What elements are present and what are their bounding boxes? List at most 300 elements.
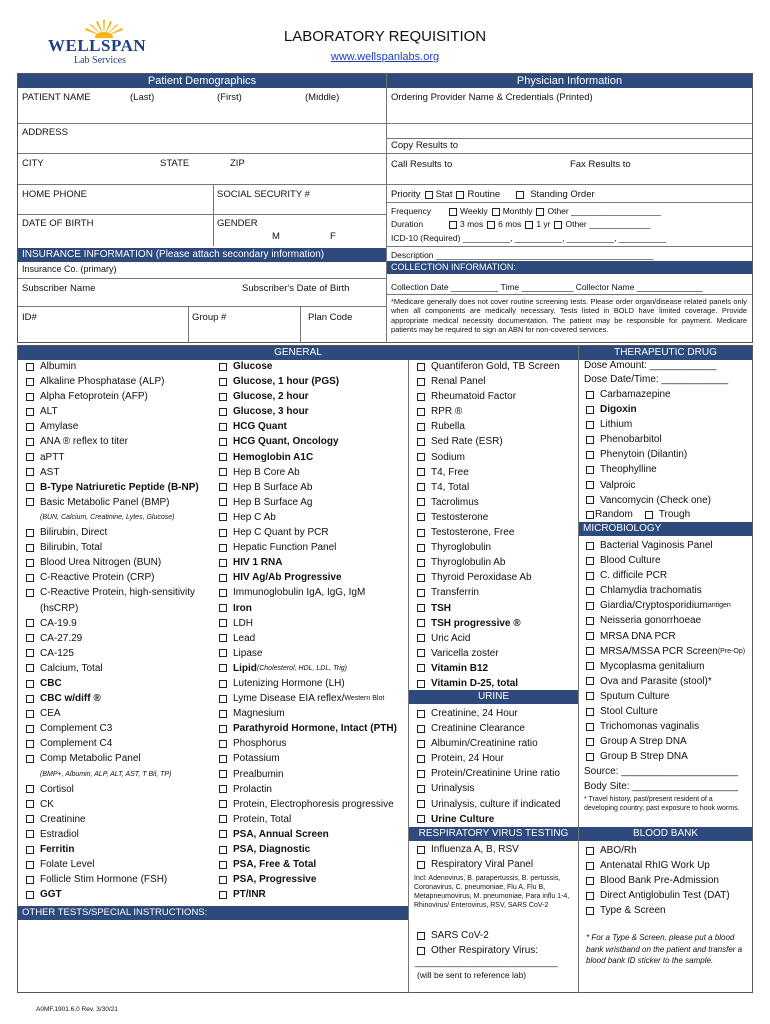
test-checkbox[interactable] bbox=[219, 574, 227, 582]
test-checkbox[interactable] bbox=[586, 542, 594, 550]
test-item-alpha-fetoprotein-afp[interactable] bbox=[26, 389, 199, 404]
test-item-sputum-culture[interactable] bbox=[586, 689, 745, 704]
test-item-lutenizing-hormone-lh[interactable] bbox=[219, 676, 397, 691]
test-item-blood-bank-pre-admission[interactable] bbox=[586, 873, 730, 888]
test-checkbox[interactable] bbox=[417, 438, 425, 446]
test-checkbox[interactable] bbox=[26, 876, 34, 884]
test-item-cbc[interactable] bbox=[26, 676, 199, 691]
test-checkbox[interactable] bbox=[219, 785, 227, 793]
test-checkbox[interactable] bbox=[219, 378, 227, 386]
test-item-creatinine-24-hour[interactable] bbox=[417, 706, 561, 721]
test-checkbox[interactable] bbox=[586, 391, 594, 399]
test-checkbox[interactable] bbox=[586, 738, 594, 746]
test-checkbox[interactable] bbox=[26, 453, 34, 461]
test-item-hep-b-core-ab[interactable] bbox=[219, 465, 397, 480]
test-checkbox[interactable] bbox=[417, 483, 425, 491]
test-item-theophylline[interactable] bbox=[586, 462, 711, 477]
test-checkbox[interactable] bbox=[219, 710, 227, 718]
test-item-varicella-zoster[interactable] bbox=[417, 646, 560, 661]
test-checkbox[interactable] bbox=[219, 634, 227, 642]
test-item-giardia-cryptosporidium[interactable] bbox=[586, 598, 745, 613]
test-item-ca-27-29[interactable] bbox=[26, 631, 199, 646]
duration-3mos-checkbox[interactable] bbox=[449, 221, 457, 229]
test-label: Vancomycin (Check one) bbox=[600, 494, 711, 506]
test-checkbox[interactable] bbox=[417, 680, 425, 688]
gender-m-option[interactable]: M bbox=[272, 231, 280, 242]
test-item-complement-c4[interactable] bbox=[26, 736, 199, 751]
test-label: Lipase bbox=[233, 647, 263, 659]
test-item-pt-inr[interactable] bbox=[219, 887, 397, 902]
test-item-vitamin-d-25-total[interactable] bbox=[417, 676, 560, 691]
test-item-sars-cov-2[interactable] bbox=[417, 928, 538, 943]
test-label: CBC bbox=[40, 677, 62, 689]
test-checkbox[interactable] bbox=[586, 907, 594, 915]
test-checkbox[interactable] bbox=[219, 800, 227, 808]
test-item-transferrin[interactable] bbox=[417, 585, 560, 600]
test-checkbox[interactable] bbox=[417, 755, 425, 763]
test-checkbox[interactable] bbox=[417, 932, 425, 940]
test-checkbox[interactable] bbox=[219, 483, 227, 491]
test-item-bacterial-vaginosis-panel[interactable] bbox=[586, 538, 745, 553]
test-checkbox[interactable] bbox=[26, 891, 34, 899]
test-item-mrsa-mssa-pcr-screen[interactable] bbox=[586, 644, 745, 659]
test-checkbox[interactable] bbox=[26, 830, 34, 838]
test-checkbox[interactable] bbox=[219, 649, 227, 657]
test-checkbox[interactable] bbox=[219, 725, 227, 733]
test-item-carbamazepine[interactable] bbox=[586, 387, 711, 402]
test-checkbox[interactable] bbox=[219, 498, 227, 506]
test-item-folate-level[interactable] bbox=[26, 857, 199, 872]
test-item-urinalysis-culture-if-indicated[interactable] bbox=[417, 797, 561, 812]
test-checkbox[interactable] bbox=[586, 632, 594, 640]
test-checkbox[interactable] bbox=[26, 589, 34, 597]
test-checkbox[interactable] bbox=[219, 453, 227, 461]
duration-other-checkbox[interactable] bbox=[554, 221, 562, 229]
test-checkbox[interactable] bbox=[219, 423, 227, 431]
test-checkbox[interactable] bbox=[417, 544, 425, 552]
test-checkbox[interactable] bbox=[417, 740, 425, 748]
test-item-lithium[interactable] bbox=[586, 417, 711, 432]
test-item-rheumatoid-factor[interactable] bbox=[417, 389, 560, 404]
test-item-albumin-creatinine-ratio[interactable] bbox=[417, 736, 561, 751]
test-checkbox[interactable] bbox=[26, 664, 34, 672]
test-checkbox[interactable] bbox=[586, 862, 594, 870]
test-checkbox[interactable] bbox=[586, 892, 594, 900]
test-item-ck[interactable] bbox=[26, 797, 199, 812]
test-item-chlamydia-trachomatis[interactable] bbox=[586, 583, 745, 598]
test-checkbox[interactable] bbox=[586, 677, 594, 685]
test-checkbox[interactable] bbox=[26, 423, 34, 431]
test-checkbox[interactable] bbox=[417, 529, 425, 537]
test-label: Blood Culture bbox=[600, 555, 661, 567]
test-item-urinalysis[interactable] bbox=[417, 781, 561, 796]
test-checkbox[interactable] bbox=[586, 587, 594, 595]
test-checkbox[interactable] bbox=[417, 947, 425, 955]
test-checkbox[interactable] bbox=[219, 468, 227, 476]
source-field[interactable]: Source: _____________________ bbox=[584, 766, 739, 777]
test-checkbox[interactable] bbox=[417, 574, 425, 582]
test-item-lipase[interactable] bbox=[219, 646, 397, 661]
test-checkbox[interactable] bbox=[219, 589, 227, 597]
test-item-renal-panel[interactable] bbox=[417, 374, 560, 389]
monthly-checkbox[interactable] bbox=[492, 208, 500, 216]
test-item-thyroglobulin-ab[interactable] bbox=[417, 555, 560, 570]
test-checkbox[interactable] bbox=[26, 710, 34, 718]
test-checkbox[interactable] bbox=[219, 876, 227, 884]
test-label: Sed Rate (ESR) bbox=[431, 436, 503, 448]
test-checkbox[interactable] bbox=[219, 846, 227, 854]
test-item-iron[interactable] bbox=[219, 601, 397, 616]
test-item-t4-total[interactable] bbox=[417, 480, 560, 495]
test-item-cea[interactable] bbox=[26, 706, 199, 721]
test-checkbox[interactable] bbox=[219, 891, 227, 899]
test-item-c-reactive-protein-crp[interactable] bbox=[26, 570, 199, 585]
test-checkbox[interactable] bbox=[219, 408, 227, 416]
test-label: Parathyroid Hormone, Intact (PTH) bbox=[233, 723, 397, 735]
test-checkbox[interactable] bbox=[219, 513, 227, 521]
test-item-phenobarbitol[interactable] bbox=[586, 432, 711, 447]
test-item-bilirubin-direct[interactable] bbox=[26, 525, 199, 540]
test-checkbox[interactable] bbox=[417, 725, 425, 733]
test-item-psa-annual-screen[interactable] bbox=[219, 827, 397, 842]
test-checkbox[interactable] bbox=[219, 544, 227, 552]
test-item-protein-24-hour[interactable] bbox=[417, 751, 561, 766]
test-item-hiv-1-rna[interactable] bbox=[219, 555, 397, 570]
test-item-lead[interactable] bbox=[219, 631, 397, 646]
test-checkbox[interactable] bbox=[219, 363, 227, 371]
test-item-follicle-stim-hormone-fsh[interactable] bbox=[26, 872, 199, 887]
test-checkbox[interactable] bbox=[417, 861, 425, 869]
test-item-glucose-1-hour-pgs[interactable] bbox=[219, 374, 397, 389]
test-checkbox[interactable] bbox=[26, 393, 34, 401]
test-label-suffix: (Pre-Op) bbox=[717, 647, 746, 655]
test-item-ana-reflex-to-titer[interactable] bbox=[26, 434, 199, 449]
test-item-hep-c-quant-by-pcr[interactable] bbox=[219, 525, 397, 540]
test-checkbox[interactable] bbox=[417, 785, 425, 793]
test-checkbox[interactable] bbox=[417, 770, 425, 778]
test-checkbox[interactable] bbox=[586, 617, 594, 625]
test-checkbox[interactable] bbox=[219, 740, 227, 748]
subscriber-dob-label: Subscriber's Date of Birth bbox=[242, 283, 350, 294]
test-checkbox[interactable] bbox=[26, 649, 34, 657]
test-item-quantiferon-gold-tb-screen[interactable] bbox=[417, 359, 560, 374]
test-checkbox[interactable] bbox=[586, 692, 594, 700]
test-checkbox[interactable] bbox=[586, 877, 594, 885]
test-checkbox[interactable] bbox=[26, 483, 34, 491]
test-checkbox[interactable] bbox=[417, 498, 425, 506]
test-checkbox[interactable] bbox=[417, 604, 425, 612]
test-item-hep-b-surface-ag[interactable] bbox=[219, 495, 397, 510]
test-item-group-b-strep-dna[interactable] bbox=[586, 749, 745, 764]
test-checkbox[interactable] bbox=[417, 363, 425, 371]
test-checkbox[interactable] bbox=[417, 649, 425, 657]
test-checkbox[interactable] bbox=[26, 363, 34, 371]
trough-checkbox[interactable] bbox=[645, 511, 653, 519]
test-item-magnesium[interactable] bbox=[219, 706, 397, 721]
test-item-mrsa-dna-pcr[interactable] bbox=[586, 629, 745, 644]
test-item-testosterone[interactable] bbox=[417, 510, 560, 525]
test-checkbox[interactable] bbox=[219, 664, 227, 672]
test-checkbox[interactable] bbox=[26, 634, 34, 642]
test-item-ferritin[interactable] bbox=[26, 842, 199, 857]
test-checkbox[interactable] bbox=[417, 408, 425, 416]
test-label: Alkaline Phosphatase (ALP) bbox=[40, 376, 165, 388]
test-checkbox[interactable] bbox=[26, 740, 34, 748]
test-item-protein-total[interactable] bbox=[219, 812, 397, 827]
test-checkbox[interactable] bbox=[586, 723, 594, 731]
test-item-comp-metabolic-panel[interactable] bbox=[26, 751, 199, 766]
test-item-prolactin[interactable] bbox=[219, 782, 397, 797]
test-item-hiv-ag-ab-progressive[interactable] bbox=[219, 570, 397, 585]
test-item-complement-c3[interactable] bbox=[26, 721, 199, 736]
test-item-glucose-3-hour[interactable] bbox=[219, 404, 397, 419]
test-item-cortisol[interactable] bbox=[26, 782, 199, 797]
test-item-prealbumin[interactable] bbox=[219, 767, 397, 782]
test-checkbox[interactable] bbox=[26, 695, 34, 703]
test-item-phenytoin-dilantin[interactable] bbox=[586, 447, 711, 462]
test-item-influenza-a-b-rsv[interactable] bbox=[417, 842, 533, 857]
random-checkbox[interactable] bbox=[586, 511, 594, 519]
test-item-blood-urea-nitrogen-bun[interactable] bbox=[26, 555, 199, 570]
test-checkbox[interactable] bbox=[417, 453, 425, 461]
test-item-sed-rate-esr[interactable] bbox=[417, 434, 560, 449]
test-item-ggt[interactable] bbox=[26, 887, 199, 902]
test-checkbox[interactable] bbox=[586, 496, 594, 504]
test-checkbox[interactable] bbox=[586, 753, 594, 761]
test-item-group-a-strep-dna[interactable] bbox=[586, 734, 745, 749]
test-item-thyroid-peroxidase-ab[interactable] bbox=[417, 570, 560, 585]
test-checkbox[interactable] bbox=[586, 847, 594, 855]
test-label: Amylase bbox=[40, 421, 79, 433]
duration-1yr-checkbox[interactable] bbox=[525, 221, 533, 229]
test-checkbox[interactable] bbox=[26, 846, 34, 854]
test-item-direct-antiglobulin-test-dat[interactable] bbox=[586, 888, 730, 903]
test-item-potassium[interactable] bbox=[219, 751, 397, 766]
test-checkbox[interactable] bbox=[26, 755, 34, 763]
test-item-amylase[interactable] bbox=[26, 419, 199, 434]
test-checkbox[interactable] bbox=[26, 680, 34, 688]
test-item-alkaline-phosphatase-alp[interactable] bbox=[26, 374, 199, 389]
test-item-phosphorus[interactable] bbox=[219, 736, 397, 751]
test-checkbox[interactable] bbox=[26, 468, 34, 476]
test-item-aptt[interactable] bbox=[26, 450, 199, 465]
test-item-ldh[interactable] bbox=[219, 616, 397, 631]
standing-order-checkbox[interactable] bbox=[516, 191, 524, 199]
test-item-psa-progressive[interactable] bbox=[219, 872, 397, 887]
test-checkbox[interactable] bbox=[26, 785, 34, 793]
test-checkbox[interactable] bbox=[26, 725, 34, 733]
test-item-lyme-disease-eia-reflex[interactable] bbox=[219, 691, 397, 706]
test-checkbox[interactable] bbox=[417, 710, 425, 718]
test-item-mycoplasma-genitalium[interactable] bbox=[586, 659, 745, 674]
test-checkbox[interactable] bbox=[586, 572, 594, 580]
test-checkbox[interactable] bbox=[26, 800, 34, 808]
test-checkbox[interactable] bbox=[219, 770, 227, 778]
test-checkbox[interactable] bbox=[219, 830, 227, 838]
test-label: aPTT bbox=[40, 451, 65, 463]
test-item-tacrolimus[interactable] bbox=[417, 495, 560, 510]
test-item-creatinine-clearance[interactable] bbox=[417, 721, 561, 736]
test-checkbox[interactable] bbox=[586, 557, 594, 565]
test-item-protein-electrophoresis-progressive[interactable] bbox=[219, 797, 397, 812]
test-checkbox[interactable] bbox=[26, 544, 34, 552]
test-item-rpr[interactable] bbox=[417, 404, 560, 419]
test-item-t4-free[interactable] bbox=[417, 465, 560, 480]
weekly-checkbox[interactable] bbox=[449, 208, 457, 216]
duration-6mos-checkbox[interactable] bbox=[487, 221, 495, 229]
test-item-hcg-quant-oncology[interactable] bbox=[219, 434, 397, 449]
test-item-lipid[interactable] bbox=[219, 661, 397, 676]
test-checkbox[interactable] bbox=[219, 529, 227, 537]
test-checkbox[interactable] bbox=[417, 800, 425, 808]
test-checkbox[interactable] bbox=[219, 559, 227, 567]
other-tests-area[interactable] bbox=[18, 920, 408, 992]
gender-f-option[interactable]: F bbox=[330, 231, 336, 242]
test-item-basic-metabolic-panel-bmp[interactable] bbox=[26, 495, 199, 510]
test-checkbox[interactable] bbox=[26, 815, 34, 823]
test-item-creatinine[interactable] bbox=[26, 812, 199, 827]
test-checkbox[interactable] bbox=[417, 378, 425, 386]
test-item-ca-125[interactable] bbox=[26, 646, 199, 661]
test-checkbox[interactable] bbox=[586, 421, 594, 429]
test-checkbox[interactable] bbox=[417, 468, 425, 476]
test-checkbox[interactable] bbox=[586, 662, 594, 670]
test-item-rubella[interactable] bbox=[417, 419, 560, 434]
test-item-trichomonas-vaginalis[interactable] bbox=[586, 719, 745, 734]
test-checkbox[interactable] bbox=[219, 604, 227, 612]
test-checkbox[interactable] bbox=[219, 393, 227, 401]
test-item-psa-diagnostic[interactable] bbox=[219, 842, 397, 857]
test-checkbox[interactable] bbox=[26, 378, 34, 386]
test-label: Bacterial Vaginosis Panel bbox=[600, 540, 713, 551]
test-item-alt[interactable] bbox=[26, 404, 199, 419]
test-label: T4, Free bbox=[431, 466, 469, 478]
test-checkbox[interactable] bbox=[219, 815, 227, 823]
test-item-uric-acid[interactable] bbox=[417, 631, 560, 646]
test-item-respiratory-viral-panel[interactable] bbox=[417, 857, 533, 872]
test-item-hcg-quant[interactable] bbox=[219, 419, 397, 434]
test-checkbox[interactable] bbox=[586, 647, 594, 655]
test-checkbox[interactable] bbox=[26, 861, 34, 869]
test-item-digoxin[interactable] bbox=[586, 402, 711, 417]
test-item-estradiol[interactable] bbox=[26, 827, 199, 842]
test-item-tsh-progressive[interactable] bbox=[417, 616, 560, 631]
test-checkbox[interactable] bbox=[586, 466, 594, 474]
test-checkbox[interactable] bbox=[417, 393, 425, 401]
test-checkbox[interactable] bbox=[219, 680, 227, 688]
test-checkbox[interactable] bbox=[26, 574, 34, 582]
logo-name: WELLSPAN bbox=[48, 36, 147, 55]
test-item-valproic[interactable] bbox=[586, 478, 711, 493]
test-item-abo-rh[interactable] bbox=[586, 843, 730, 858]
test-label: Complement C3 bbox=[40, 723, 113, 735]
test-item-protein-creatinine-urine-ratio[interactable] bbox=[417, 766, 561, 781]
test-item-hep-c-ab[interactable] bbox=[219, 510, 397, 525]
test-checkbox[interactable] bbox=[219, 438, 227, 446]
lab-url-link[interactable]: www.wellspanlabs.org bbox=[330, 51, 440, 63]
test-item-hep-b-surface-ab[interactable] bbox=[219, 480, 397, 495]
test-checkbox[interactable] bbox=[417, 619, 425, 627]
test-checkbox[interactable] bbox=[26, 498, 34, 506]
body-site-field[interactable]: Body Site: ___________________ bbox=[584, 781, 739, 792]
test-item-c-reactive-protein-high-sensitivity[interactable] bbox=[26, 585, 199, 600]
test-checkbox[interactable] bbox=[417, 559, 425, 567]
test-checkbox[interactable] bbox=[417, 815, 425, 823]
test-checkbox[interactable] bbox=[417, 846, 425, 854]
test-checkbox[interactable] bbox=[219, 695, 227, 703]
test-checkbox[interactable] bbox=[219, 755, 227, 763]
test-checkbox[interactable] bbox=[26, 619, 34, 627]
test-item-bilirubin-total[interactable] bbox=[26, 540, 199, 555]
test-checkbox[interactable] bbox=[26, 438, 34, 446]
test-item-b-type-natriuretic-peptide-b-np[interactable] bbox=[26, 480, 199, 495]
test-checkbox[interactable] bbox=[26, 529, 34, 537]
test-item-calcium-total[interactable] bbox=[26, 661, 199, 676]
test-checkbox[interactable] bbox=[586, 436, 594, 444]
stat-checkbox[interactable] bbox=[425, 191, 433, 199]
test-item-urine-culture[interactable] bbox=[417, 812, 561, 827]
test-checkbox[interactable] bbox=[219, 619, 227, 627]
test-item-immunoglobulin-iga-igg-igm[interactable] bbox=[219, 585, 397, 600]
freq-other-checkbox[interactable] bbox=[536, 208, 544, 216]
test-checkbox[interactable] bbox=[586, 406, 594, 414]
test-label: Group B Strep DNA bbox=[600, 751, 688, 763]
test-item-antenatal-rhig-work-up[interactable] bbox=[586, 858, 730, 873]
test-checkbox[interactable] bbox=[586, 602, 594, 610]
test-label: Direct Antiglobulin Test (DAT) bbox=[600, 890, 730, 902]
test-item-glucose-2-hour[interactable] bbox=[219, 389, 397, 404]
test-item-vitamin-b12[interactable] bbox=[417, 661, 560, 676]
test-checkbox[interactable] bbox=[417, 664, 425, 672]
reference-lab-note: (will be sent to reference lab) bbox=[417, 970, 527, 980]
test-checkbox[interactable] bbox=[417, 589, 425, 597]
test-item-other-respiratory-virus[interactable] bbox=[417, 943, 538, 958]
test-item-glucose[interactable] bbox=[219, 359, 397, 374]
test-checkbox[interactable] bbox=[417, 634, 425, 642]
test-item-ca-19-9[interactable] bbox=[26, 616, 199, 631]
test-checkbox[interactable] bbox=[219, 861, 227, 869]
test-checkbox[interactable] bbox=[586, 481, 594, 489]
test-item-blood-culture[interactable] bbox=[586, 553, 745, 568]
test-item-psa-free-total[interactable] bbox=[219, 857, 397, 872]
routine-checkbox[interactable] bbox=[456, 191, 464, 199]
test-item-c-difficile-pcr[interactable] bbox=[586, 568, 745, 583]
test-item-hepatic-function-panel[interactable] bbox=[219, 540, 397, 555]
test-item-albumin[interactable] bbox=[26, 359, 199, 374]
test-item-hemoglobin-a1c[interactable] bbox=[219, 450, 397, 465]
test-checkbox[interactable] bbox=[26, 408, 34, 416]
test-label: Hepatic Function Panel bbox=[233, 542, 337, 554]
test-item-stool-culture[interactable] bbox=[586, 704, 745, 719]
test-item-testosterone-free[interactable] bbox=[417, 525, 560, 540]
test-checkbox[interactable] bbox=[417, 513, 425, 521]
test-item-ast[interactable] bbox=[26, 465, 199, 480]
test-checkbox[interactable] bbox=[586, 708, 594, 716]
test-item-sodium[interactable] bbox=[417, 450, 560, 465]
test-checkbox[interactable] bbox=[417, 423, 425, 431]
test-label-suffix: antigen bbox=[707, 602, 731, 610]
test-item-type-screen[interactable] bbox=[586, 903, 730, 918]
test-item-ova-and-parasite-stool[interactable] bbox=[586, 674, 745, 689]
test-item-cbc-w-diff[interactable] bbox=[26, 691, 199, 706]
test-item-tsh[interactable] bbox=[417, 601, 560, 616]
test-item-thyroglobulin[interactable] bbox=[417, 540, 560, 555]
test-item-vancomycin-check-one[interactable] bbox=[586, 493, 711, 508]
test-item-parathyroid-hormone-intact-pth[interactable] bbox=[219, 721, 397, 736]
test-item-neisseria-gonorrhoeae[interactable] bbox=[586, 613, 745, 628]
test-checkbox[interactable] bbox=[26, 559, 34, 567]
test-checkbox[interactable] bbox=[586, 451, 594, 459]
